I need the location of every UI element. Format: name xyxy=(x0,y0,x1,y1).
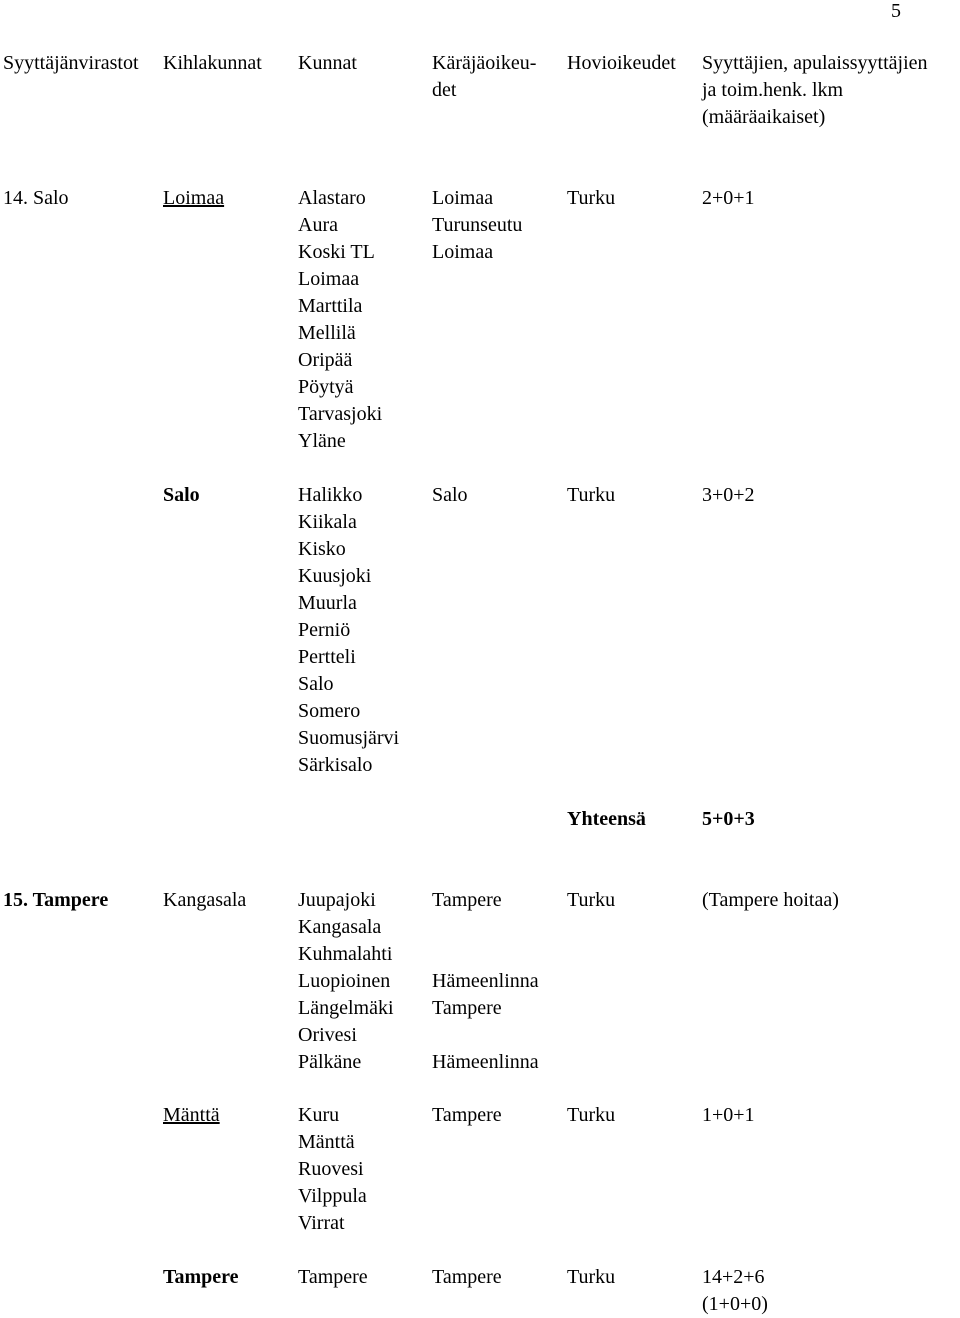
header-staff-count: Syyttäjien, apulaissyyttäjien ja toim.henk. lkm (määräaikaiset) xyxy=(702,52,928,128)
office-name: 15. Tampere xyxy=(3,889,109,911)
appeal-court: Turku xyxy=(567,889,616,911)
appeal-court: Turku xyxy=(567,484,616,506)
page-number: 5 xyxy=(891,0,901,22)
header-district-courts: Käräjäoikeu- det xyxy=(432,52,537,101)
district-court-list: Salo xyxy=(432,484,468,506)
staff-count: 3+0+2 xyxy=(702,484,755,506)
municipality-list: Kuru Mänttä Ruovesi Vilppula Virrat xyxy=(298,1104,367,1234)
appeal-court: Turku xyxy=(567,187,616,209)
municipality-list: Alastaro Aura Koski TL Loimaa Marttila Mellilä Oripää Pöytyä Tarvasjoki Yläne xyxy=(298,187,383,452)
district-name: Kangasala xyxy=(163,889,247,911)
district-name: Loimaa xyxy=(163,187,225,209)
municipality-list: Juupajoki Kangasala Kuhmalahti Luopioinen Längelmäki Orivesi Pälkäne xyxy=(298,889,394,1073)
district-court-list: Loimaa Turunseutu Loimaa xyxy=(432,187,523,263)
header-appeal-courts: Hovioikeudet xyxy=(567,52,676,74)
district-court-list: Tampere xyxy=(432,1266,502,1288)
header-municipalities: Kunnat xyxy=(298,52,357,74)
staff-count: (Tampere hoitaa) xyxy=(702,889,839,911)
staff-count: 14+2+6 (1+0+0) xyxy=(702,1266,768,1315)
header-prosecutor-offices: Syyttäjänvirastot xyxy=(3,52,139,74)
staff-count: 1+0+1 xyxy=(702,1104,755,1126)
staff-count: 2+0+1 xyxy=(702,187,755,209)
appeal-court: Turku xyxy=(567,1266,616,1288)
office-name: 14. Salo xyxy=(3,187,69,209)
district-name: Tampere xyxy=(163,1266,239,1288)
total-value: 5+0+3 xyxy=(702,808,755,830)
district-name: Mänttä xyxy=(163,1104,220,1126)
municipality-list: Tampere xyxy=(298,1266,368,1288)
district-name: Salo xyxy=(163,484,200,506)
appeal-court: Turku xyxy=(567,1104,616,1126)
district-court-list: Tampere Hämeenlinna Tampere Hämeenlinna xyxy=(432,889,539,1073)
total-label: Yhteensä xyxy=(567,808,646,830)
district-court-list: Tampere xyxy=(432,1104,502,1126)
municipality-list: Halikko Kiikala Kisko Kuusjoki Muurla Perniö Pertteli Salo Somero Suomusjärvi Särkisalo xyxy=(298,484,400,776)
header-districts: Kihlakunnat xyxy=(163,52,262,74)
